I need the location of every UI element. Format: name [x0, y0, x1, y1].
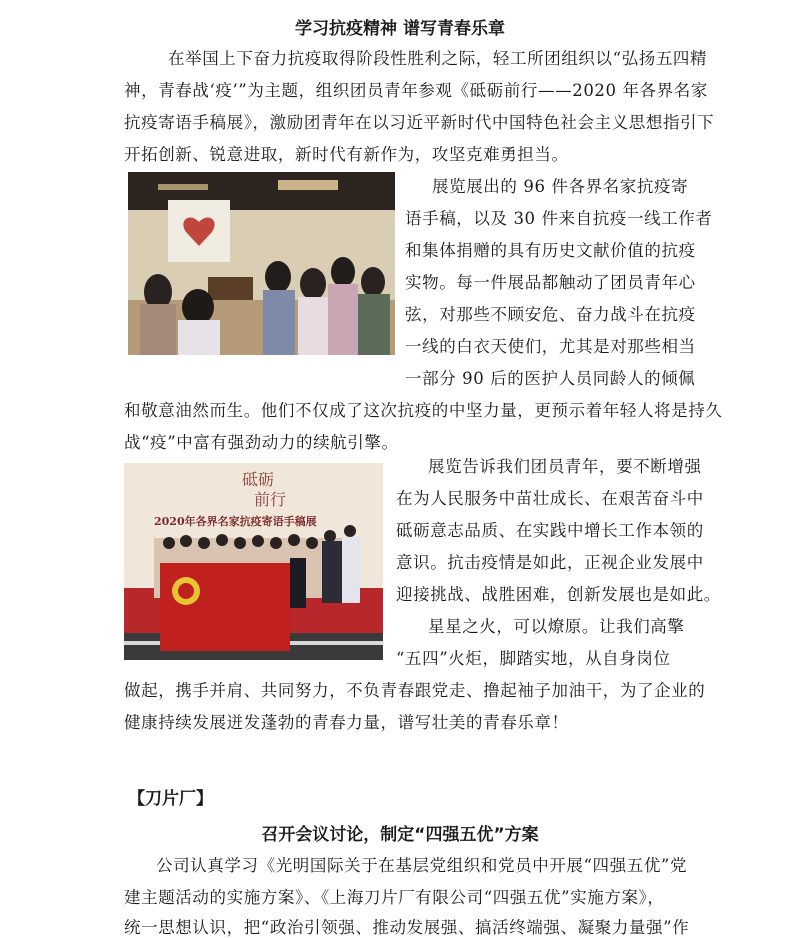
paragraph-line: 星星之火，可以燎原。让我们高擎 [428, 617, 685, 636]
paragraph-line: 语手稿，以及 30 件来自抗疫一线工作者 [405, 209, 713, 228]
backdrop-title-2: 前行 [254, 490, 287, 509]
paragraph-line: 和敬意油然而生。他们不仅成了这次抗疫的中坚力量，更预示着年轻人将是持久 [124, 401, 723, 420]
paragraph-line: 在举国上下奋力抗疫取得阶段性胜利之际，轻工所团组织以“弘扬五四精 [168, 49, 708, 68]
backdrop-banner: 2020年各界名家抗疫寄语手稿展 [154, 515, 317, 528]
paragraph-line: 在为人民服务中苗壮成长、在艰苦奋斗中 [396, 489, 704, 508]
paragraph-line: 弦，对那些不顾安危、奋力战斗在抗疫 [405, 305, 696, 324]
exhibition-photo [128, 172, 395, 355]
paragraph-line: 健康持续发展迸发蓬勃的青春力量，谱写壮美的青春乐章！ [124, 713, 569, 732]
paragraph-line: 开拓创新、锐意进取，新时代有新作为，攻坚克难勇担当。 [124, 145, 569, 164]
paragraph-line: 抗疫寄语手稿展》，激励团青年在以习近平新时代中国特色社会主义思想指引下 [124, 113, 715, 132]
paragraph-line: 迎接挑战、战胜困难，创新发展也是如此。 [396, 585, 721, 604]
paragraph-line: 一部分 90 后的医护人员同龄人的倾佩 [405, 369, 696, 388]
group-photo [124, 463, 383, 660]
article-title: 学习抗疫精神 谱写青春乐章 [295, 19, 505, 39]
backdrop-title-1: 砥砺 [242, 470, 275, 489]
article-title: 召开会议讨论，制定“四强五优”方案 [261, 825, 539, 845]
paragraph-line: 神，青春战‘疫’”为主题，组织团员青年参观《砥砺前行——2020 年各界名家 [124, 81, 708, 100]
paragraph-line: 展览展出的 96 件各界名家抗疫寄 [432, 177, 689, 196]
paragraph-line: 实物。每一件展品都触动了团员青年心 [405, 273, 696, 292]
paragraph-line: 公司认真学习《光明国际关于在基层党组织和党员中开展“四强五优”党 [156, 856, 688, 875]
paragraph-line: 一线的白衣天使们，尤其是对那些相当 [405, 337, 696, 356]
paragraph-line: 做起，携手并肩、共同努力，不负青春跟党走、撸起袖子加油干，为了企业的 [124, 681, 706, 700]
paragraph-line: 砥砺意志品质、在实践中增长工作本领的 [396, 521, 704, 540]
paragraph-line: 展览告诉我们团员青年，要不断增强 [428, 457, 702, 476]
paragraph-line: “五四”火炬，脚踏实地，从自身岗位 [396, 649, 671, 668]
paragraph-line: 和集体捐赠的具有历史文献价值的抗疫 [405, 241, 696, 260]
paragraph-line: 意识。抗击疫情是如此，正视企业发展中 [396, 553, 704, 572]
paragraph-line: 战“疫”中富有强劲动力的续航引擎。 [124, 433, 399, 452]
paragraph-line: 统一思想认识，把“政治引领强、推动发展强、搞活终端强、凝聚力量强”作 [124, 918, 690, 937]
section-label: 【刀片厂】 [128, 789, 213, 809]
paragraph-line: 建主题活动的实施方案》、《上海刀片厂有限公司“四强五优”实施方案》， [124, 888, 665, 907]
